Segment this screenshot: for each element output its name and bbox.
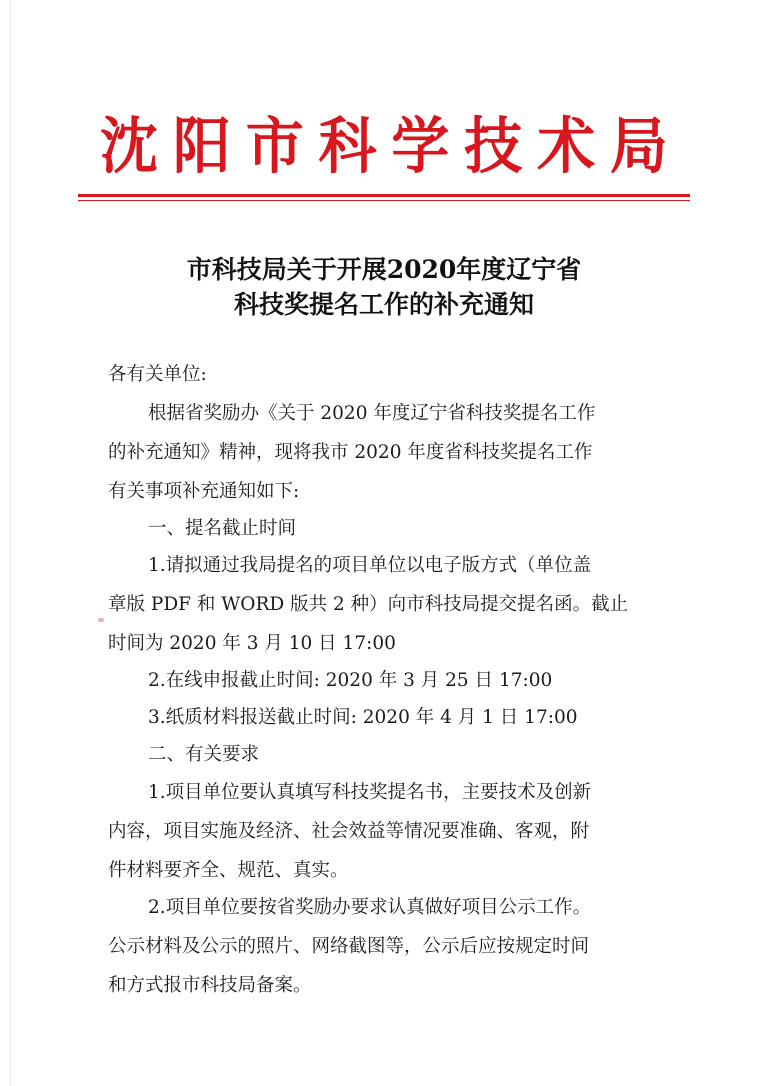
intro-line: 根据省奖励办《关于 2020 年度辽宁省科技奖提名工作 [148,403,596,424]
letterhead [100,108,668,184]
letterhead-char: 学 [391,110,450,182]
section-2-item-2-line: 2.项目单位要按省奖励办要求认真做好项目公示工作。 [148,897,592,918]
letterhead-char: 市 [245,110,304,182]
letterhead-char: 阳 [172,110,231,182]
section-2-item-1-line: 内容，项目实施及经济、社会效益等情况要准确、客观，附 [108,821,590,842]
letterhead-char: 术 [537,110,596,182]
section-2-item-2-line: 公示材料及公示的照片、网络截图等，公示后应按规定时间 [108,936,590,957]
intro-line: 的补充通知》精神，现将我市 2020 年度省科技奖提名工作 [108,442,593,463]
letterhead-rule-thick [78,194,690,197]
section-1-item-2: 2.在线申报截止时间: 2020 年 3 月 25 日 17:00 [148,670,553,691]
section-1-heading: 一、提名截止时间 [148,518,297,539]
letterhead-rule-thin [78,200,690,201]
intro-line: 有关事项补充通知如下: [108,481,300,502]
letterhead-char: 沈 [100,110,159,182]
section-2-heading: 二、有关要求 [148,744,260,765]
section-2-item-1-line: 1.项目单位要认真填写科技奖提名书，主要技术及创新 [148,782,592,803]
scan-mark [98,618,104,622]
section-1-item-1-line: 1.请拟通过我局提名的项目单位以电子版方式（单位盖 [148,555,592,576]
letterhead-char: 科 [318,110,377,182]
scan-edge [10,0,11,1086]
document-title-line-2: 科技奖提名工作的补充通知 [233,290,534,319]
section-1-item-1-line: 时间为 2020 年 3 月 10 日 17:00 [108,633,396,654]
section-2-item-1-line: 件材料要齐全、规范、真实。 [108,860,349,881]
document-title-line-1: 市科技局关于开展2020年度辽宁省 [186,255,582,284]
salutation: 各有关单位: [108,364,207,385]
section-2-item-2-line: 和方式报市科技局备案。 [108,975,312,996]
letterhead-char: 技 [464,110,523,182]
section-1-item-3: 3.纸质材料报送截止时间: 2020 年 4 月 1 日 17:00 [148,707,578,728]
letterhead-char: 局 [609,110,668,182]
section-1-item-1-line: 章版 PDF 和 WORD 版共 2 种）向市科技局提交提名函。截止 [108,594,629,615]
